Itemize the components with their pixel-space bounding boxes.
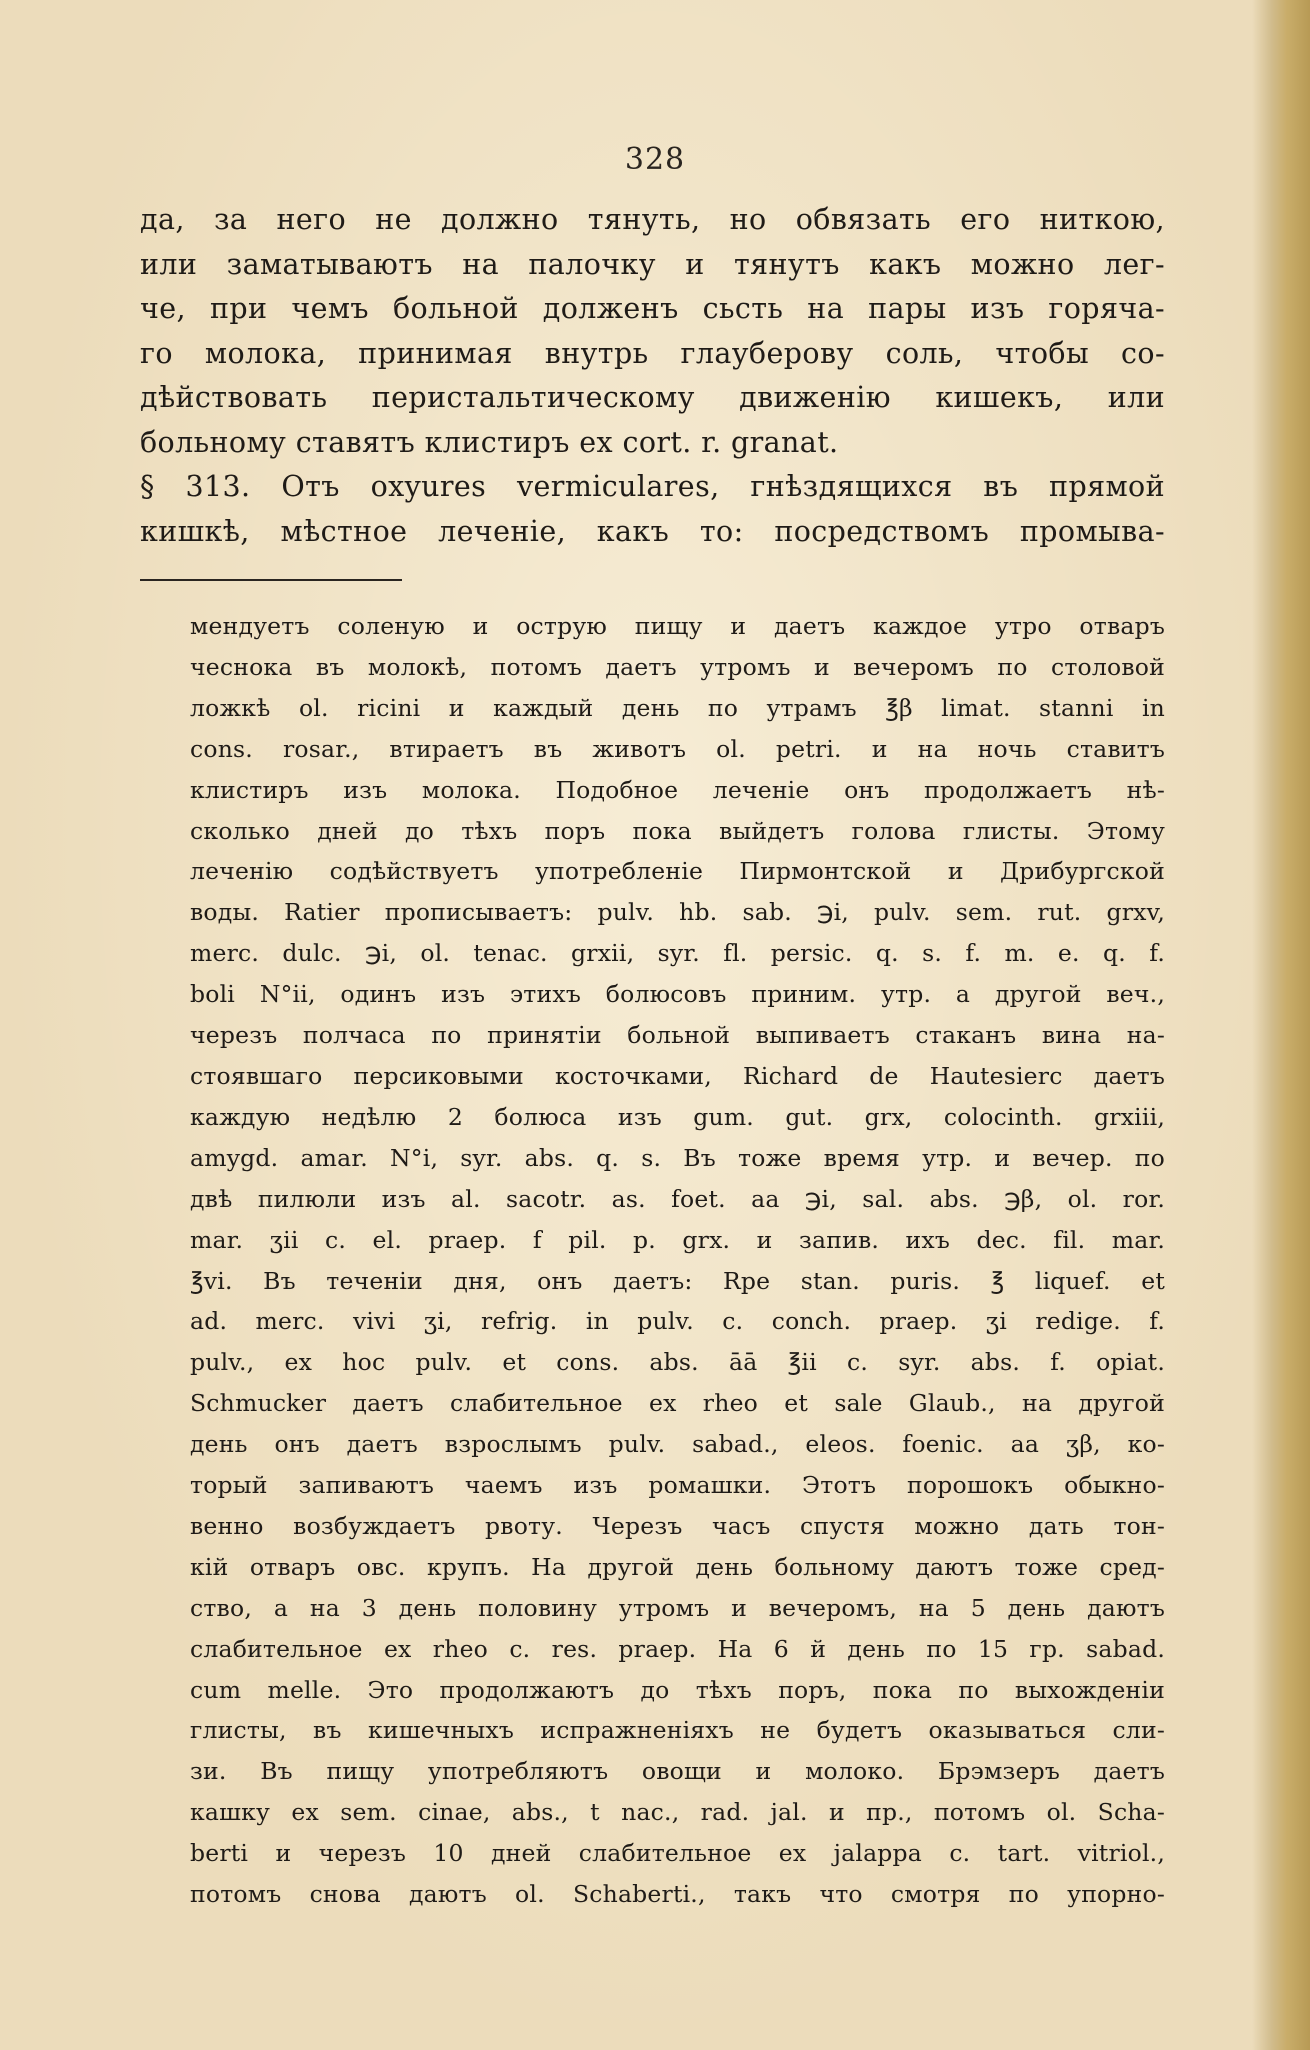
footnote-line: ство, а на 3 день половину утромъ и вечеромъ, на 5 день даютъ [190, 1593, 1165, 1622]
main-text-line: кишкѣ, мѣстное леченіе, какъ то: посредствомъ промыва- [140, 514, 1165, 548]
footnote-line: леченію содѣйствуетъ употребленіе Пирмонтской и Дрибургской [190, 857, 1165, 886]
footnote-line: слабительное ex rheo c. res. praep. На 6 й день по 15 гр. sabad. [190, 1634, 1165, 1663]
footnote-line: boli N°ii, одинъ изъ этихъ болюсовъ приним. утр. а другой веч., [190, 980, 1165, 1009]
footnote-line: день онъ даетъ взрослымъ pulv. sabad., eleos. foenic. aa ʒβ, ко- [190, 1430, 1165, 1459]
footnote-line: ложкѣ ol. ricini и каждый день по утрамъ ℥β limat. stanni in [190, 693, 1165, 722]
main-body-text [140, 198, 1165, 554]
footnote-line: зи. Въ пищу употребляютъ овощи и молоко. Брэмзеръ даетъ [190, 1757, 1165, 1786]
footnote-line: кій отваръ овс. крупъ. На другой день больному даютъ тоже сред- [190, 1552, 1165, 1581]
footnote-line: cum melle. Это продолжаютъ до тѣхъ поръ, пока по выхожденіи [190, 1675, 1165, 1704]
main-text-line: че, при чемъ больной долженъ сьсть на пары изъ горяча- [140, 292, 1165, 325]
footnote-line: сколько дней до тѣхъ поръ пока выйдетъ голова глисты. Этому [190, 816, 1165, 845]
footnote-line: merc. dulc. ℈i, ol. tenac. grxii, syr. fl. persic. q. s. f. m. e. q. f. [190, 939, 1165, 968]
footnote-text [190, 606, 1165, 1915]
main-text-line: го молока, принимая внутрь глауберову соль, чтобы со- [140, 336, 1165, 370]
main-text-line: дѣйствовать перистальтическому движенію кишекъ, или [140, 381, 1165, 414]
footnote-line: потомъ снова даютъ ol. Schaberti., такъ что смотря по упорно- [190, 1880, 1165, 1909]
footnote-line: мендуетъ соленую и острую пищу и даетъ каждое утро отваръ [190, 612, 1165, 640]
footnote-line: двѣ пилюли изъ al. sacotr. as. foet. aa ℈i, sal. abs. ℈β, ol. ror. [190, 1184, 1165, 1213]
footnote-separator-rule [140, 579, 402, 581]
footnote-line: торый запиваютъ чаемъ изъ ромашки. Этотъ порошокъ обыкно- [190, 1471, 1165, 1500]
footnote-line: Schmucker даетъ слабительное ex rheo et sale Glaub., на другой [190, 1389, 1165, 1418]
footnote-line: amygd. amar. N°i, syr. abs. q. s. Въ тоже время утр. и вечер. по [190, 1143, 1165, 1172]
footnote-line: berti и черезъ 10 дней слабительное ex jalappa c. tart. vitriol., [190, 1839, 1165, 1868]
main-text-line: больному ставятъ клистиръ ex cort. r. granat. [140, 425, 839, 459]
footnote-line: кашку ex sem. cinae, abs., t nac., rad. jal. и пр., потомъ ol. Scha- [190, 1798, 1165, 1827]
footnote-line: pulv., ex hoc pulv. et cons. abs. āā ℥ii c. syr. abs. f. opiat. [190, 1348, 1165, 1377]
footnote-line: стоявшаго персиковыми косточками, Richard de Hautesierc даетъ [190, 1061, 1165, 1090]
footnote-line: венно возбуждаетъ рвоту. Черезъ часъ спустя можно дать тон- [190, 1511, 1165, 1540]
footnote-line: ℥vi. Въ теченіи дня, онъ даетъ: Rpe stan. puris. ℥ liquef. et [190, 1266, 1165, 1295]
footnote-line: воды. Ratier прописываетъ: pulv. hb. sab. ℈i, pulv. sem. rut. grxv, [190, 898, 1165, 927]
footnote-line: cons. rosar., втираетъ въ животъ ol. petri. и на ночь ставитъ [190, 734, 1165, 763]
footnote-line: черезъ полчаса по принятіи больной выпиваетъ стаканъ вина на- [190, 1021, 1165, 1050]
main-text-line: § 313. Отъ oxyures vermiculares, гнѣздящихся въ прямой [140, 470, 1165, 503]
footnote-line: каждую недѣлю 2 болюса изъ gum. gut. grx, colocinth. grxiii, [190, 1102, 1165, 1131]
page-number: 328 [624, 142, 686, 177]
footnote-line: клистиръ изъ молока. Подобное леченіе онъ продолжаетъ нѣ- [190, 775, 1165, 804]
footnote-line: глисты, въ кишечныхъ испражненіяхъ не будетъ оказываться сли- [190, 1716, 1165, 1745]
page-edge-shadow [1252, 0, 1310, 2050]
footnote-line: mar. ʒii c. el. praep. f pil. p. grx. и запив. ихъ dec. fil. mar. [190, 1225, 1165, 1254]
main-text-line: или заматываютъ на палочку и тянутъ какъ можно лег- [140, 247, 1165, 281]
main-text-line: да, за него не должно тянуть, но обвязать его ниткою, [140, 203, 1165, 236]
footnote-line: чеснока въ молокѣ, потомъ даетъ утромъ и вечеромъ по столовой [190, 652, 1165, 681]
footnote-line: ad. merc. vivi ʒi, refrig. in pulv. c. conch. praep. ʒi redige. f. [190, 1307, 1165, 1336]
